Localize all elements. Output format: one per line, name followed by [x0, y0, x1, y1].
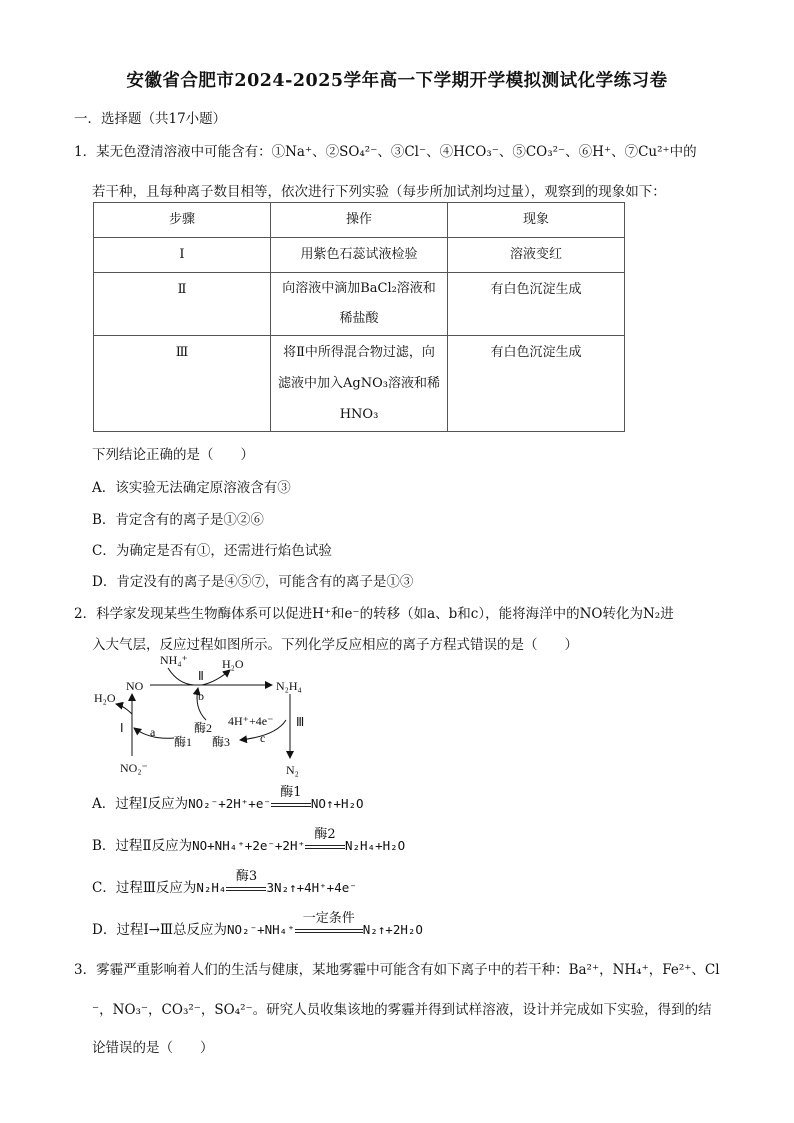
table-cell: 有白色沉淀生成	[490, 345, 582, 360]
no-label: NO	[126, 679, 144, 693]
table-header: 现象	[522, 212, 549, 227]
q1-option-a[interactable]: A．该实验无法确定原溶液含有③	[92, 480, 291, 496]
table-cell: 溶液变红	[509, 247, 562, 262]
h2o-left-label: H₂O	[94, 691, 116, 705]
path-a-label: a	[150, 725, 156, 739]
nh4-label: NH₄⁺	[160, 653, 188, 667]
enzyme2-label: 酶2	[194, 721, 213, 735]
q1-option-c[interactable]: C．为确定是否有①，还需进行焰色试验	[92, 543, 332, 559]
table-row	[94, 273, 625, 336]
experiment-table	[93, 202, 625, 432]
q1-question: 下列结论正确的是（ ）	[92, 447, 254, 463]
q1-option-d[interactable]: D．肯定没有的离子是④⑤⑦，可能含有的离子是①③	[92, 574, 414, 590]
q3-stem-line2: ⁻，NO₃⁻，CO₃²⁻，SO₄²⁻。研究人员收集该地的雾霾并得到试样溶液，设计并完成如下实验，得到的结	[92, 1002, 712, 1018]
q2-option-d[interactable]: D．过程Ⅰ→Ⅲ总反应为NO₂⁻+NH₄⁺ 一定条件 N₂↑+2H₂O	[92, 911, 423, 938]
table-row	[94, 336, 625, 432]
step-i-label: Ⅰ	[120, 721, 124, 735]
table-cell: Ⅲ	[175, 345, 189, 360]
step-ii-label: Ⅱ	[198, 669, 204, 683]
q2-option-a[interactable]: A．过程Ⅰ反应为NO₂⁻+2H⁺+e⁻ 酶1 NO↑+H₂O	[92, 785, 364, 812]
q2-stem-line1: 2．科学家发现某些生物酶体系可以促进H⁺和e⁻的转移（如a、b和c），能将海洋中的NO转化为N₂进	[74, 606, 674, 622]
q1-stem-line1: 1．某无色澄清溶液中可能含有：①Na⁺、②SO₄²⁻、③Cl⁻、④HCO₃⁻、⑤CO₃²⁻、⑥H⁺、⑦Cu²⁺中的	[74, 144, 697, 160]
q2-stem-line2: 入大气层，反应过程如图所示。下列化学反应相应的离子方程式错误的是（ ）	[92, 637, 578, 653]
q2-option-b[interactable]: B．过程Ⅱ反应为NO+NH₄⁺+2e⁻+2H⁺ 酶2 N₂H₄+H₂O	[92, 827, 406, 854]
enzyme1-label: 酶1	[174, 735, 193, 749]
table-cell: 有白色沉淀生成	[490, 282, 582, 297]
step-iii-label: Ⅲ	[296, 715, 305, 729]
no2-label: NO₂⁻	[120, 761, 148, 775]
n2-label: N₂	[286, 763, 299, 777]
q3-stem-line3: 论错误的是（ ）	[92, 1040, 214, 1056]
table-cell: 向溶液中滴加BaCl₂溶液和 稀盐酸	[282, 281, 436, 326]
table-cell: 将Ⅱ中所得混合物过滤，向 滤液中加入AgNO₃溶液和稀 HNO₃	[278, 345, 440, 422]
page-title: 安徽省合肥市2024-2025学年高一下学期开学模拟测试化学练习卷	[126, 71, 668, 91]
h4e-label: 4H⁺+4e⁻	[228, 714, 274, 728]
q1-option-b[interactable]: B．肯定含有的离子是①②⑥	[92, 512, 264, 528]
q3-stem-line1: 3．雾霾严重影响着人们的生活与健康，某地雾霾中可能含有如下离子中的若干种：Ba²⁺，NH₄⁺，Fe²⁺、Cl	[74, 962, 720, 978]
table-row	[94, 238, 625, 273]
table-cell: 用紫色石蕊试液检验	[300, 247, 418, 262]
table-header: 步骤	[168, 212, 195, 227]
path-c-label: c	[260, 731, 266, 745]
q2-option-c[interactable]: C．过程Ⅲ反应为N₂H₄ 酶3 3N₂↑+4H⁺+4e⁻	[92, 869, 357, 896]
path-b-label: b	[198, 689, 204, 703]
reaction-diagram	[90, 650, 330, 778]
enzyme3-label: 酶3	[212, 735, 231, 749]
table-header: 操作	[345, 212, 372, 227]
table-cell: Ⅱ	[177, 282, 187, 297]
n2h4-label: N₂H₄	[276, 679, 302, 693]
table-cell: Ⅰ	[179, 247, 185, 262]
section-heading: 一．选择题（共17小题）	[74, 111, 227, 127]
q1-stem-line2: 若干种，且每种离子数目相等，依次进行下列实验（每步所加试剂均过量），观察到的现象如下：	[92, 184, 666, 200]
table-header-row	[94, 203, 625, 238]
h2o-top-label: H₂O	[222, 657, 244, 671]
